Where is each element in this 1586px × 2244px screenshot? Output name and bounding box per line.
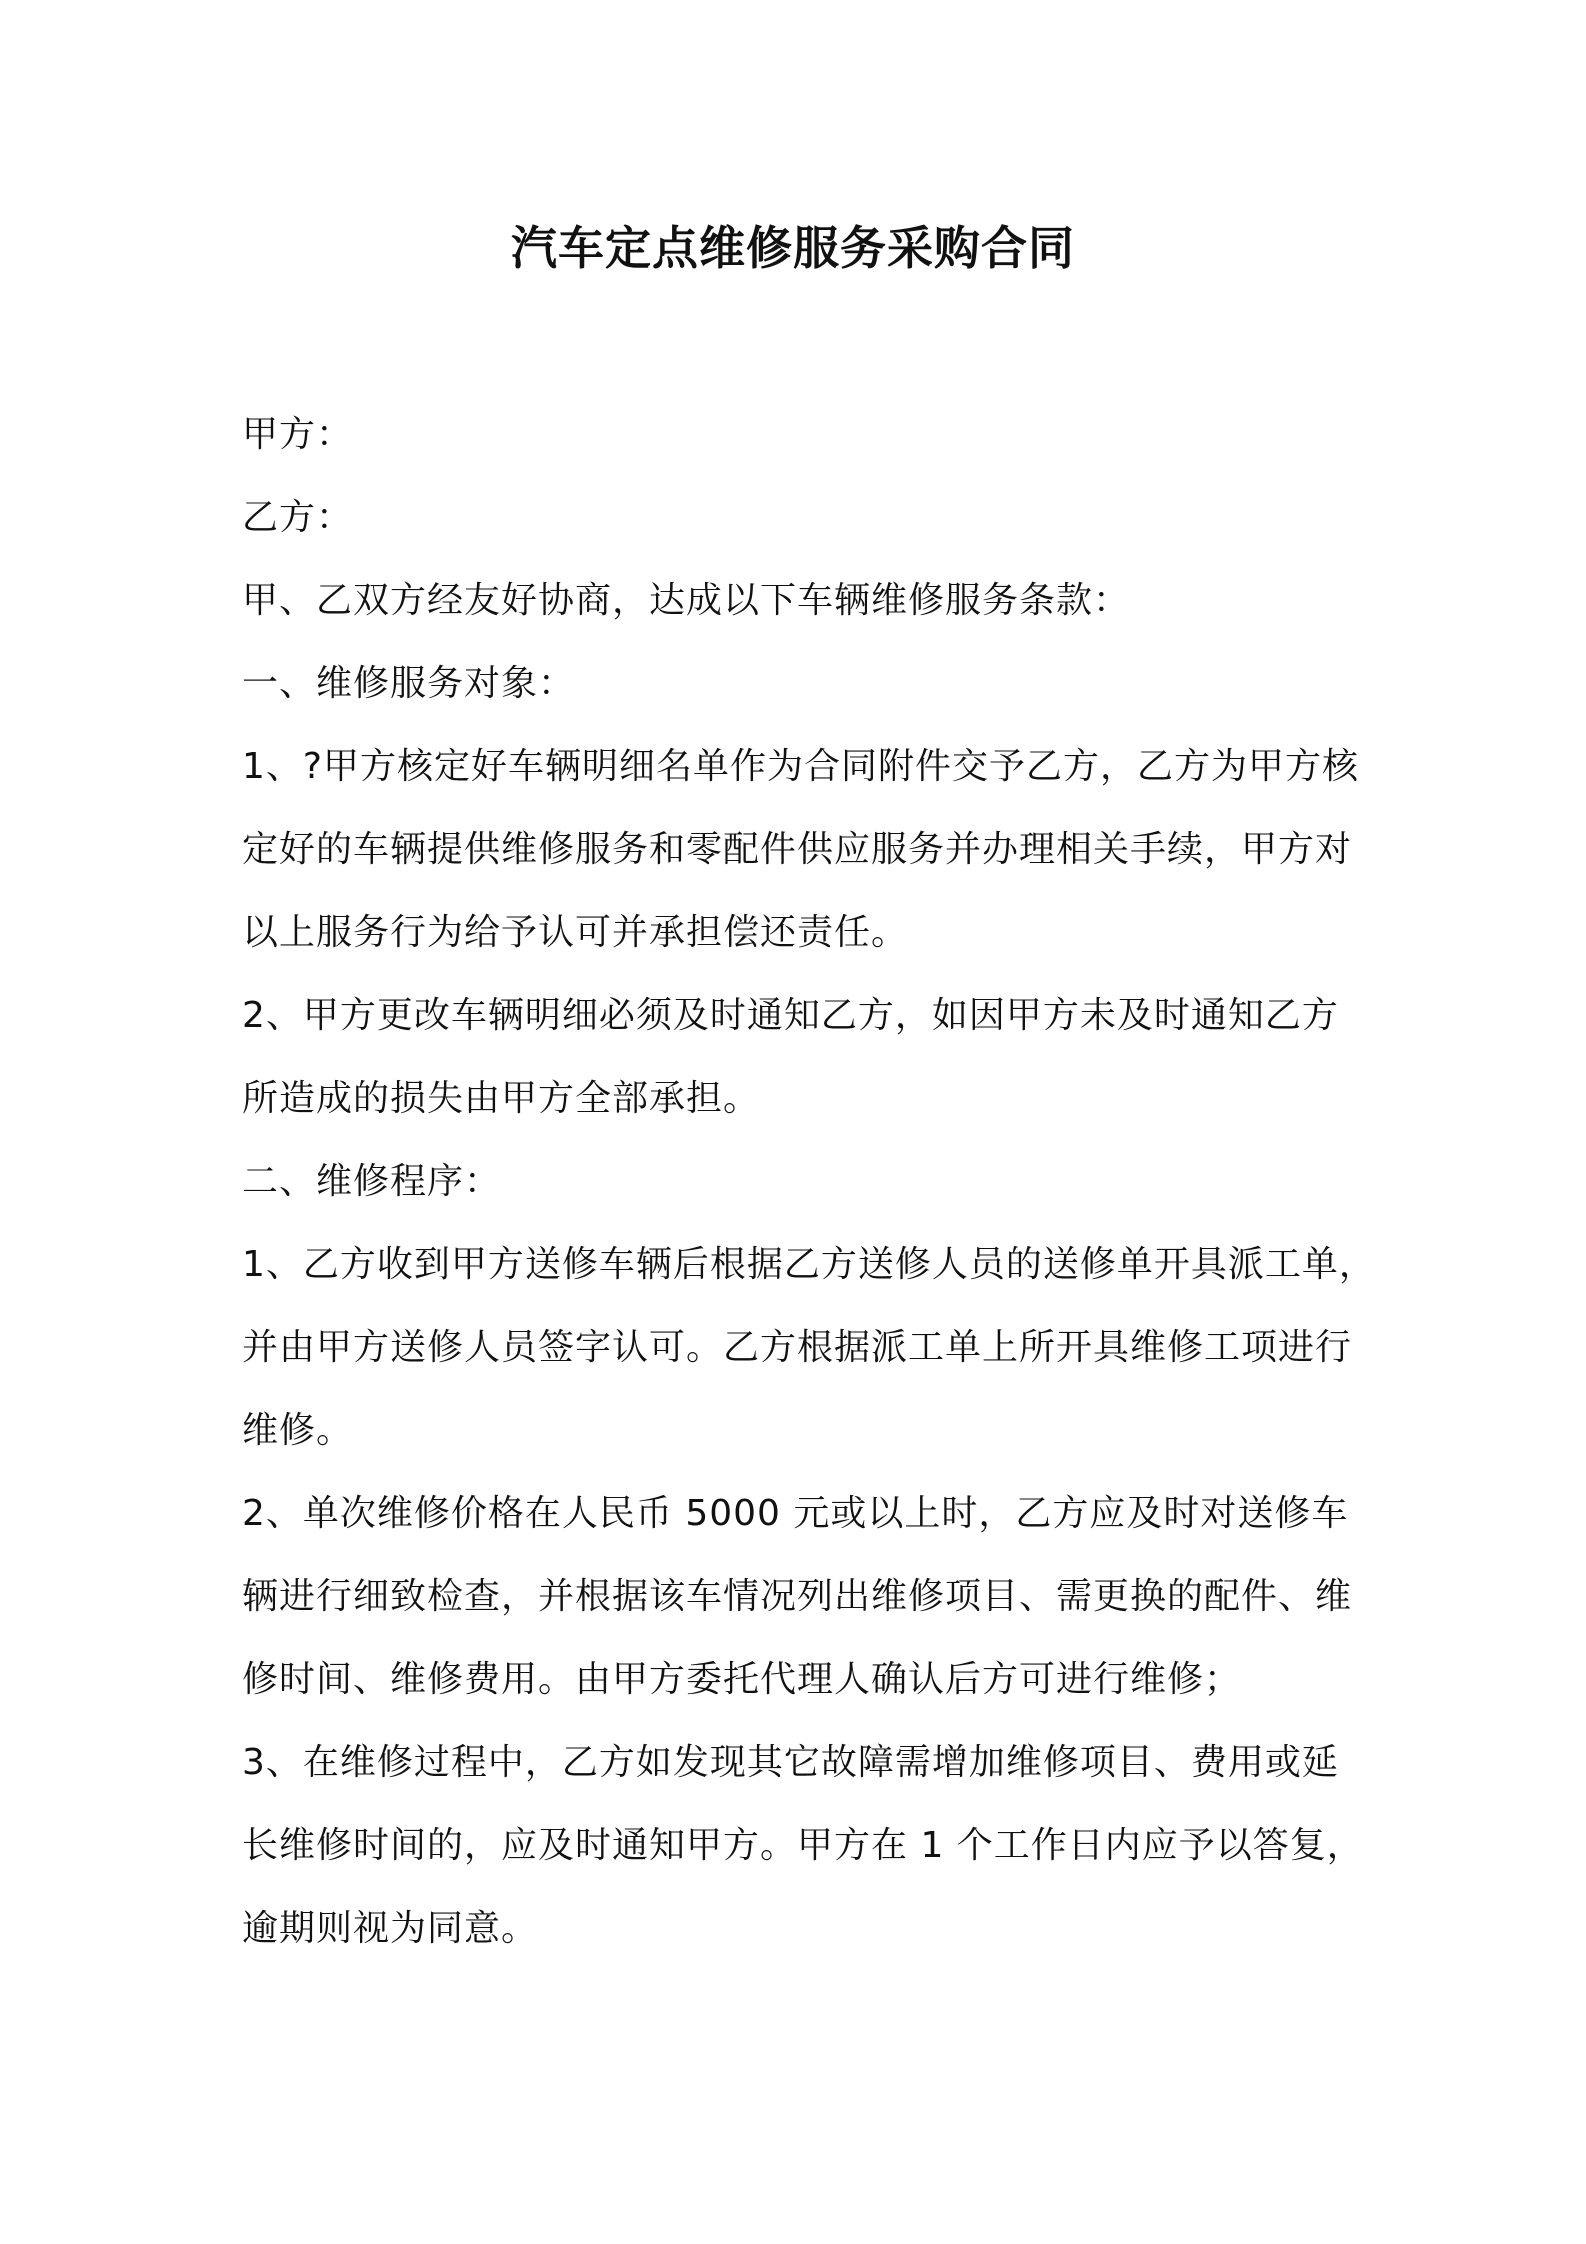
- clause-2-1-line-2: 并由甲方送修人员签字认可。乙方根据派工单上所开具维修工项进行: [242, 1327, 1353, 1368]
- clause-1-1-line-3: 以上服务行为给予认可并承担偿还责任。: [242, 912, 909, 953]
- clause-2-3-line-1: 3、在维修过程中，乙方如发现其它故障需增加维修项目、费用或延: [242, 1742, 1339, 1783]
- section-heading-2: 二、维修程序：: [242, 1161, 502, 1202]
- section-heading-1: 一、维修服务对象：: [242, 663, 576, 704]
- document-body: [242, 405, 1376, 1982]
- party-b-line: 乙方：: [242, 497, 354, 538]
- agreement-intro: 甲、乙双方经友好协商，达成以下车辆维修服务条款：: [242, 580, 1131, 621]
- document-title: 汽车定点维修服务采购合同: [511, 221, 1075, 275]
- clause-2-2-line-2: 辆进行细致检查，并根据该车情况列出维修项目、需更换的配件、维: [242, 1576, 1353, 1617]
- party-a-line: 甲方：: [242, 414, 354, 455]
- clause-1-1-line-1: 1、?甲方核定好车辆明细名单作为合同附件交予乙方，乙方为甲方核: [242, 746, 1360, 787]
- clause-1-2-line-1: 2、甲方更改车辆明细必须及时通知乙方，如因甲方未及时通知乙方: [242, 995, 1339, 1036]
- clause-2-2-line-1: 2、单次维修价格在人民币 5000 元或以上时，乙方应及时对送修车: [242, 1493, 1349, 1534]
- clause-2-1-line-3: 维修。: [242, 1410, 354, 1451]
- clause-2-3-line-3: 逾期则视为同意。: [242, 1908, 539, 1949]
- clause-1-1-line-2: 定好的车辆提供维修服务和零配件供应服务并办理相关手续，甲方对: [242, 829, 1353, 870]
- clause-1-2-line-2: 所造成的损失由甲方全部承担。: [242, 1078, 761, 1119]
- clause-2-2-line-3: 修时间、维修费用。由甲方委托代理人确认后方可进行维修；: [242, 1659, 1242, 1700]
- clause-2-3-line-2: 长维修时间的，应及时通知甲方。甲方在 1 个工作日内应予以答复，: [242, 1825, 1364, 1866]
- clause-2-1-line-1: 1、乙方收到甲方送修车辆后根据乙方送修人员的送修单开具派工单，: [242, 1244, 1376, 1285]
